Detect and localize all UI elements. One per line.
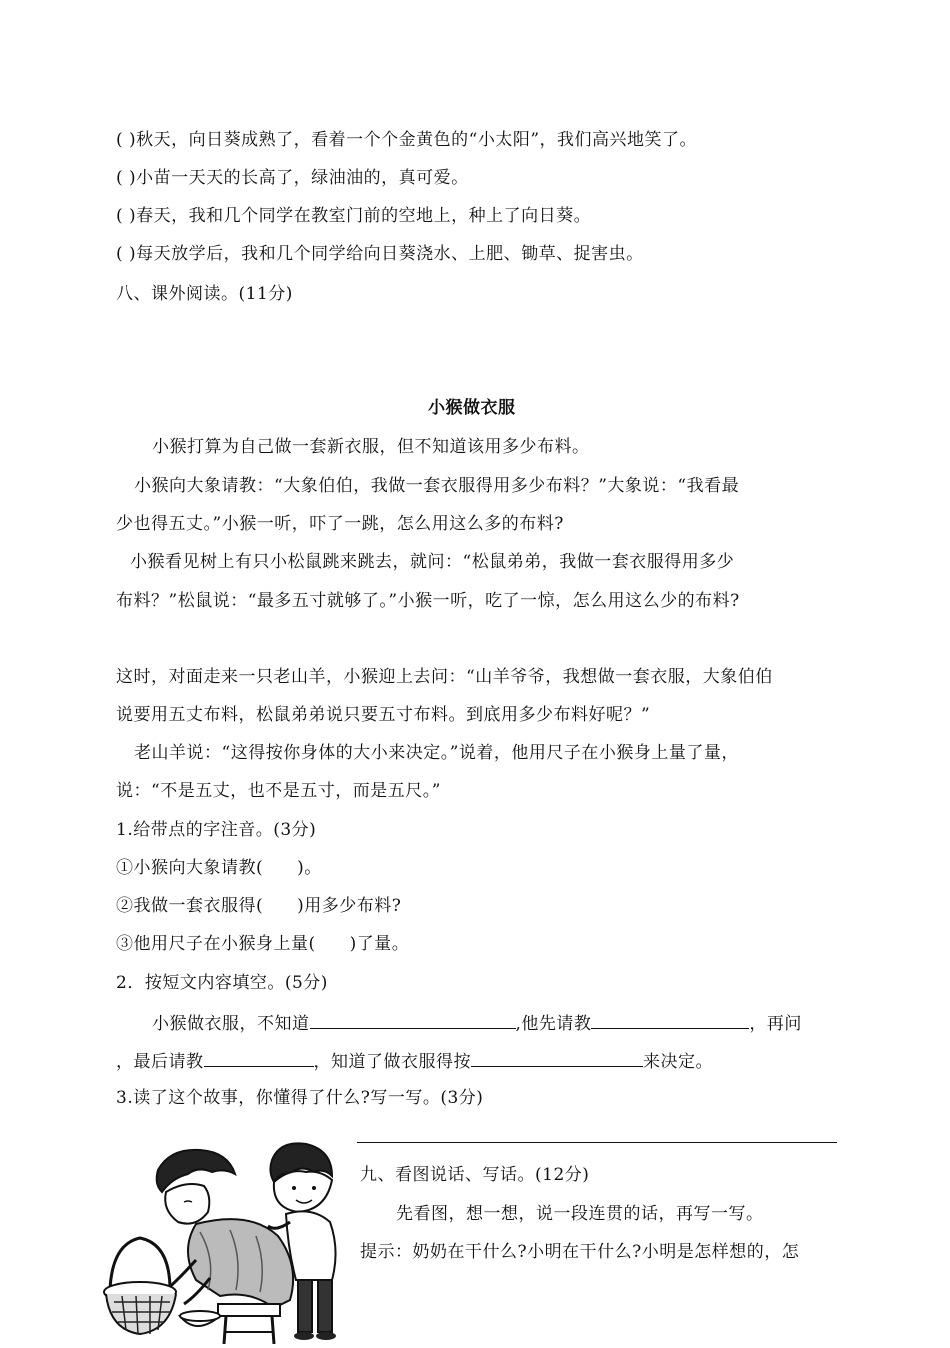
story-line: 说：“不是五丈，也不是五寸，而是五尺。” [116, 781, 441, 801]
grandma-and-xiaoming-picture [100, 1140, 350, 1344]
section9-hint: 提示：奶奶在干什么?小明在干什么?小明是怎样想的，怎 [360, 1242, 800, 1262]
order-item-4 [116, 242, 644, 266]
answer-paren[interactable]: ( ) [116, 168, 137, 188]
order-text: 春天，我和几个同学在教室门前的空地上，种上了向日葵。 [136, 206, 592, 226]
fill-blank[interactable] [471, 1048, 643, 1067]
story-line: 小猴向大象请教：“大象伯伯，我做一套衣服得用多少布料？”大象说：“我看最 [134, 476, 740, 496]
q1-heading: 1.给带点的字注音。(3分) [116, 820, 317, 840]
order-item-3 [116, 204, 591, 228]
story-line: 这时，对面走来一只老山羊，小猴迎上去问：“山羊爷爷，我想做一套衣服，大象伯伯 [116, 667, 773, 687]
fill-blank[interactable] [204, 1048, 314, 1067]
order-text: 小苗一天天的长高了，绿油油的，真可爱。 [136, 168, 469, 188]
q2-line-1: 小猴做衣服，不知道 ,他先请教 ，再问 [152, 1010, 802, 1036]
story-line: 老山羊说：“这得按你身体的大小来决定。”说着，他用尺子在小猴身上量了量， [134, 743, 739, 763]
order-item-1 [116, 128, 697, 152]
answer-paren[interactable]: ( ) [116, 206, 137, 226]
order-item-2 [116, 166, 469, 190]
illustration-svg [100, 1140, 350, 1344]
order-text: 秋天，向日葵成熟了，看着一个个金黄色的“小太阳”，我们高兴地笑了。 [136, 130, 698, 150]
story-line: 少也得五丈。”小猴一听，吓了一跳，怎么用这么多的布料? [116, 514, 564, 534]
story-title: 小猴做衣服 [428, 398, 516, 418]
q2-heading: 2．按短文内容填空。(5分) [116, 973, 328, 993]
story-line: 说要用五丈布料，松鼠弟弟说只要五寸布料。到底用多少布料好呢？” [116, 705, 651, 725]
story-line: 布料？”松鼠说：“最多五寸就够了。”小猴一听，吃了一惊，怎么用这么少的布料? [116, 591, 740, 611]
answer-paren[interactable]: ( ) [116, 130, 137, 150]
order-text: 每天放学后，我和几个同学给向日葵浇水、上肥、锄草、捉害虫。 [136, 244, 644, 264]
q1-item-3: ③他用尺子在小猴身上量( )了量。 [116, 934, 410, 954]
section8-heading: 八、课外阅读。(11分) [116, 284, 293, 304]
q2-line-2: ，最后请教 ，知道了做衣服得按 来决定。 [116, 1048, 713, 1074]
section9-instruction: 先看图，想一想，说一段连贯的话，再写一写。 [396, 1204, 764, 1224]
q1-item-1: ①小猴向大象请教( )。 [116, 858, 322, 878]
answer-line[interactable] [357, 1142, 837, 1143]
fill-blank[interactable] [310, 1010, 516, 1029]
story-line: 小猴看见树上有只小松鼠跳来跳去，就问：“松鼠弟弟，我做一套衣服得用多少 [130, 552, 735, 572]
q3-heading: 3.读了这个故事，你懂得了什么?写一写。(3分) [116, 1088, 484, 1108]
q1-item-2: ②我做一套衣服得( )用多少布料? [116, 896, 402, 916]
section9-heading: 九、看图说话、写话。(12分) [360, 1165, 590, 1185]
story-line: 小猴打算为自己做一套新衣服，但不知道该用多少布料。 [152, 437, 590, 457]
answer-paren[interactable]: ( ) [116, 244, 137, 264]
fill-blank[interactable] [591, 1010, 749, 1029]
